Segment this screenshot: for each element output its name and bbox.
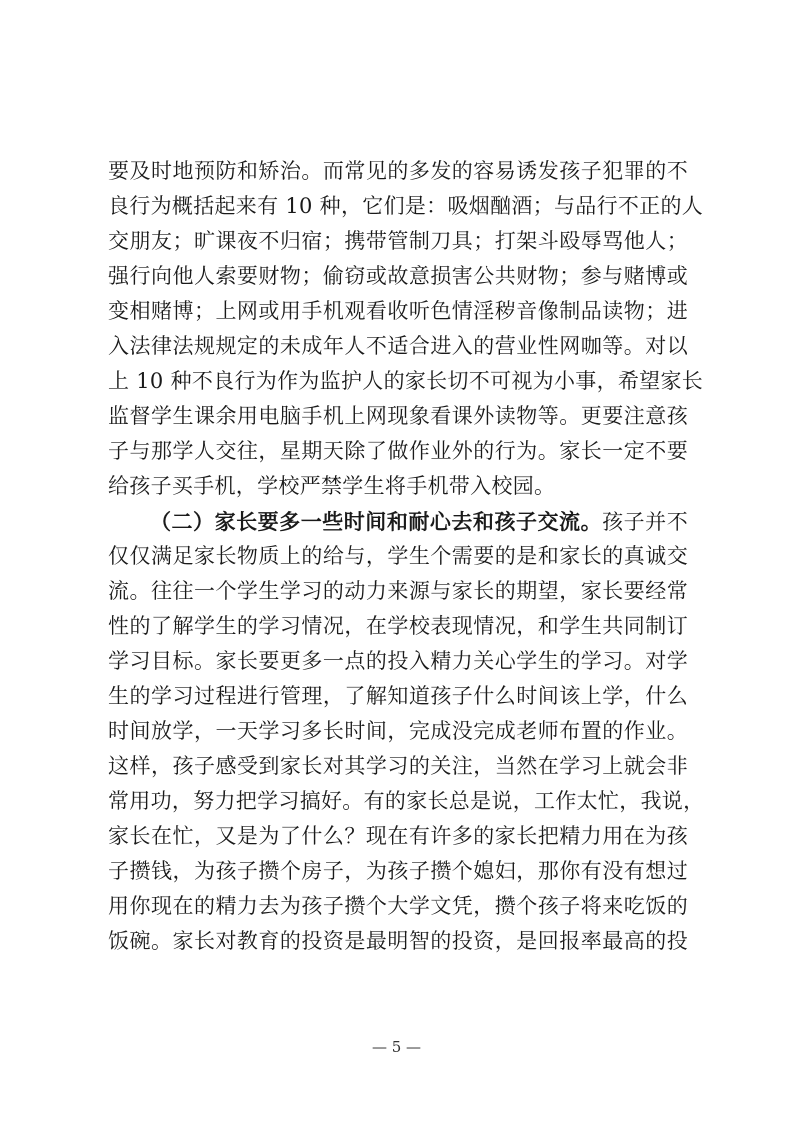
paragraph-line: 良行为概括起来有 10 种，它们是：吸烟酗酒；与品行不正的人 [108,194,704,218]
paragraph-first-line [108,504,688,539]
paragraph-line: 生的学习过程进行管理，了解知道孩子什么时间该上学，什么 [108,684,688,708]
paragraph-line: 变相赌博；上网或用手机观看收听色情淫秽音像制品读物；进 [108,299,688,323]
paragraph-line: 给孩子买手机，学校严禁学生将手机带入校园。 [108,474,556,498]
paragraph-line: 交朋友；旷课夜不归宿；携带管制刀具；打架斗殴辱骂他人； [108,229,688,253]
page-number: — 5 — [371,1038,422,1056]
paragraph-1 [108,154,704,504]
paragraph-line: 仅仅满足家长物质上的给与，学生个需要的是和家长的真诚交 [108,544,688,568]
paragraph-line: 子攒钱，为孩子攒个房子，为孩子攒个媳妇，那你有没有想过 [108,859,688,883]
paragraph-text-run: 孩子并不 [602,510,688,534]
paragraph-line: 流。往往一个学生学习的动力来源与家长的期望，家长要经常 [108,579,688,603]
paragraph-line: 学习目标。家长要更多一点的投入精力关心学生的学习。对学 [108,649,688,673]
paragraph-line: 饭碗。家长对教育的投资是最明智的投资，是回报率最高的投 [108,929,688,953]
paragraph-line: 强行向他人索要财物；偷窃或故意损害公共财物；参与赌博或 [108,264,688,288]
body-text [108,154,705,959]
paragraph-line: 这样，孩子感受到家长对其学习的关注，当然在学习上就会非 [108,754,688,778]
paragraph-line: 性的了解学生的学习情况，在学校表现情况，和学生共同制订 [108,614,688,638]
paragraph-line: 时间放学，一天学习多长时间，完成没完成老师布置的作业。 [108,719,688,743]
paragraph-line: 常用功，努力把学习搞好。有的家长总是说，工作太忙，我说， [108,789,705,813]
paragraph-line: 家长在忙，又是为了什么？现在有许多的家长把精力用在为孩 [108,824,688,848]
paragraph-line: 用你现在的精力去为孩子攒个大学文凭，攒个孩子将来吃饭的 [108,894,688,918]
paragraph-line: 上 10 种不良行为作为监护人的家长切不可视为小事，希望家长 [108,369,704,393]
paragraph-2 [108,504,705,959]
paragraph-line: 要及时地预防和矫治。而常见的多发的容易诱发孩子犯罪的不 [108,159,688,183]
paragraph-line: 入法律法规规定的未成年人不适合进入的营业性网咖等。对以 [108,334,688,358]
paragraph-line: 子与那学人交往，星期天除了做作业外的行为。家长一定不要 [108,439,688,463]
paragraph-line: 监督学生课余用电脑手机上网现象看课外读物等。更要注意孩 [108,404,688,428]
section-heading: （二）家长要多一些时间和耐心去和孩子交流。 [150,509,603,534]
